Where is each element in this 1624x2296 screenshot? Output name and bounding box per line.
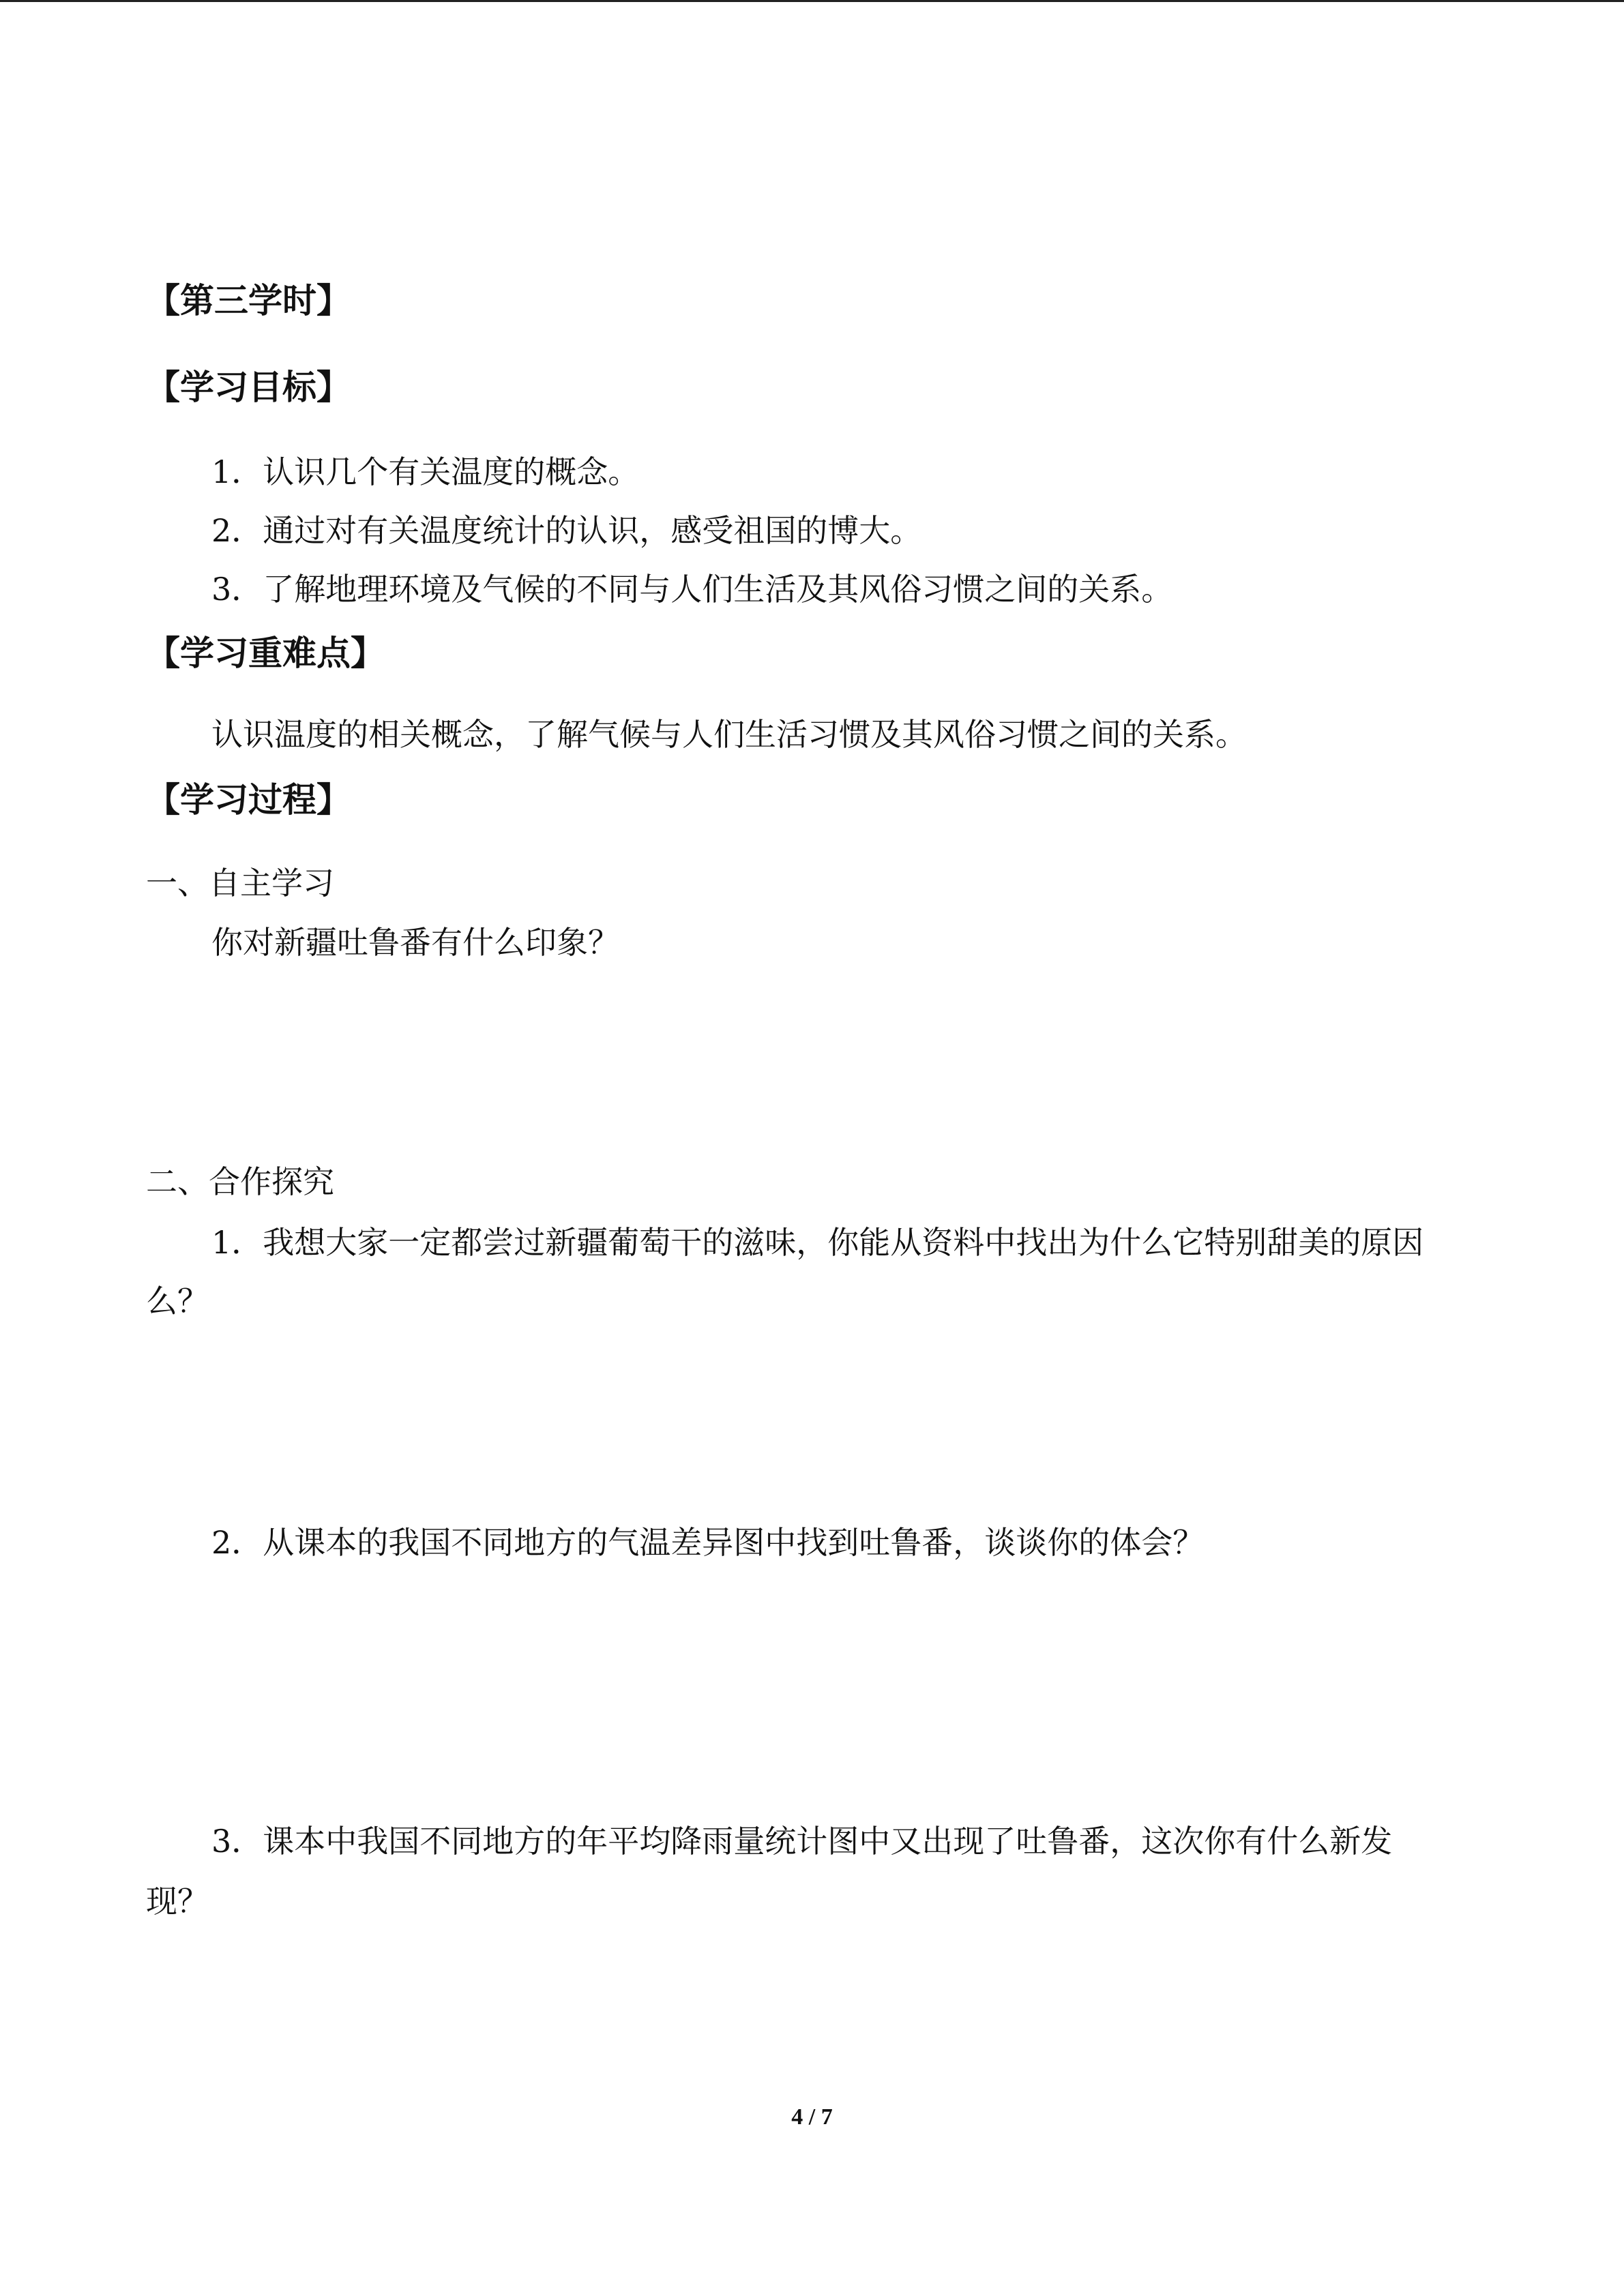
- process-heading: 【学习过程】: [146, 780, 351, 820]
- question-3-line1: 3．课本中我国不同地方的年平均降雨量统计图中又出现了吐鲁番，这次你有什么新发: [211, 1823, 1393, 1860]
- page-number: 4 / 7: [791, 2104, 833, 2130]
- section1-question: 你对新疆吐鲁番有什么印象？: [211, 924, 619, 961]
- lesson-heading: 【第三学时】: [146, 281, 351, 320]
- section1-title: 一、自主学习: [146, 865, 334, 901]
- question-1-line2: 么？: [146, 1283, 209, 1320]
- objective-item-2: 2．通过对有关温度统计的认识，感受祖国的博大。: [211, 512, 922, 549]
- top-border: [0, 0, 1624, 2]
- key-points-text: 认识温度的相关概念，了解气候与人们生活习惯及其风俗习惯之间的关系。: [211, 716, 1247, 753]
- question-3-line2: 现？: [146, 1883, 209, 1920]
- objective-item-1: 1．认识几个有关温度的概念。: [211, 453, 640, 490]
- section2-title: 二、合作探究: [146, 1163, 334, 1200]
- objective-item-3: 3．了解地理环境及气候的不同与人们生活及其风俗习惯之间的关系。: [211, 571, 1173, 608]
- objectives-heading: 【学习目标】: [146, 368, 351, 407]
- question-1-line1: 1．我想大家一定都尝过新疆葡萄干的滋味，你能从资料中找出为什么它特别甜美的原因: [211, 1224, 1424, 1261]
- question-2: 2．从课本的我国不同地方的气温差异图中找到吐鲁番，谈谈你的体会？: [211, 1524, 1205, 1561]
- key-points-heading: 【学习重难点】: [146, 633, 385, 673]
